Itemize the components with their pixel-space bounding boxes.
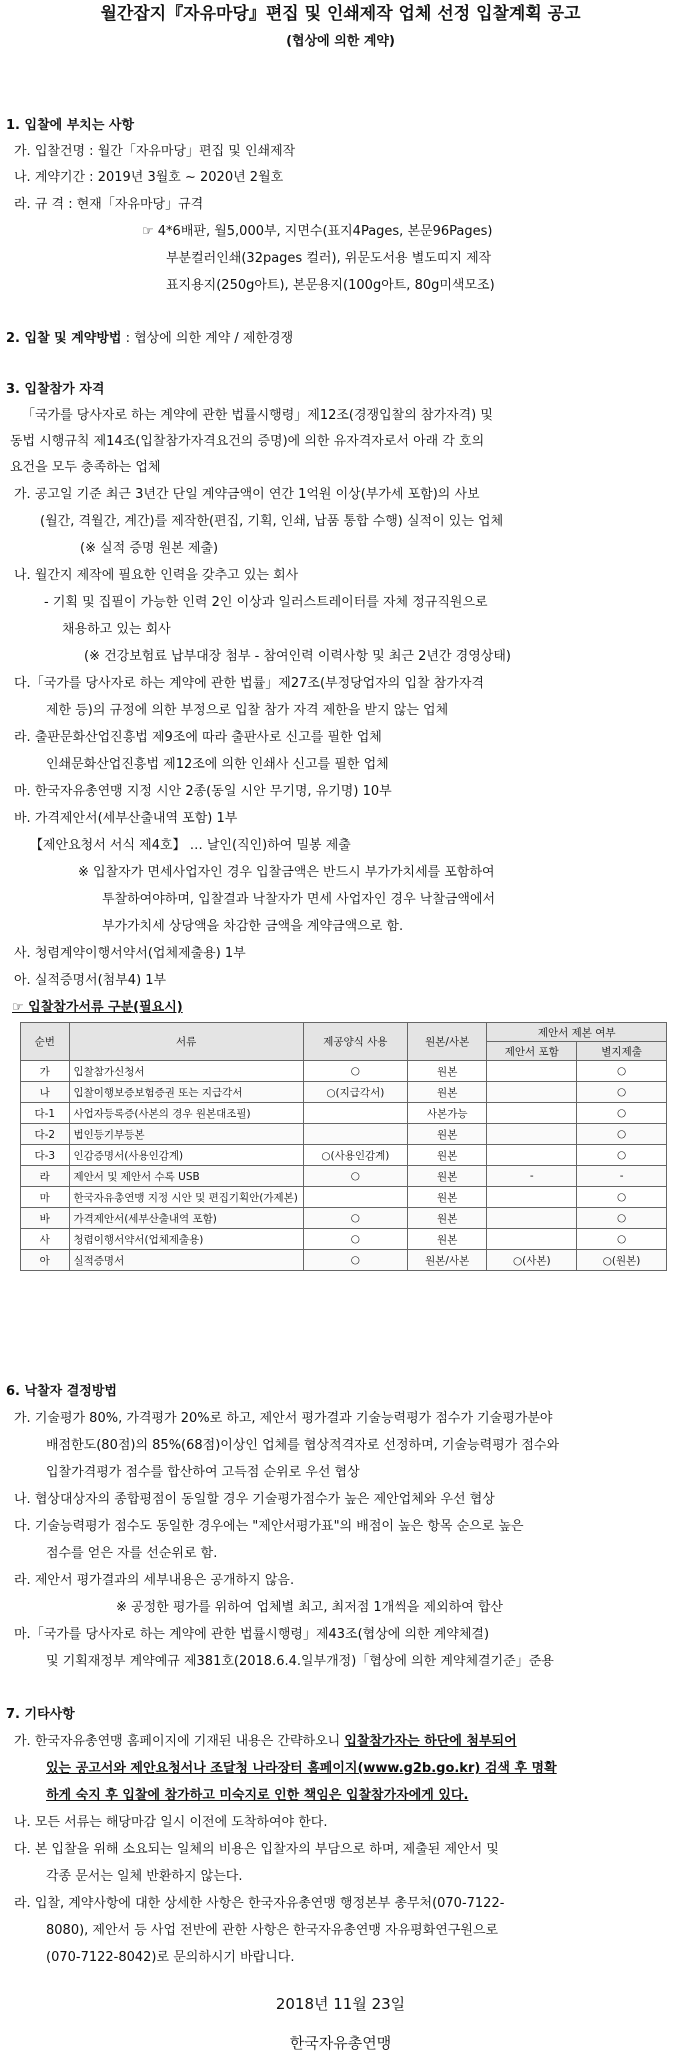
- cell-form: [303, 1124, 407, 1145]
- s3-line: 투찰하여야하며, 입찰결과 낙찰자가 면세 사업자인 경우 낙찰금액에서: [102, 892, 496, 907]
- s7-line: 나. 모든 서류는 해당마감 일시 이전에 도착하여야 한다.: [14, 1815, 328, 1830]
- s3-line: 【제안요청서 서식 제4호】 … 날인(직인)하여 밀봉 제출: [30, 838, 351, 853]
- cell-orig: 원본: [407, 1124, 486, 1145]
- cell-sep: ○(원본): [577, 1250, 667, 1271]
- s1-line: 부분컬러인쇄(32pages 컬러), 위문도서용 별도띠지 제작: [166, 251, 492, 266]
- s7-a1-highlight: 입찰참가자는 하단에 첨부되어: [344, 1734, 517, 1749]
- cell-form: ○: [303, 1061, 407, 1082]
- table-row: [21, 1250, 667, 1271]
- table-row: [21, 1103, 667, 1124]
- cell-form: ○: [303, 1250, 407, 1271]
- cell-no: 마: [21, 1187, 70, 1208]
- s3-line: 동법 시행규칙 제14조(입찰참가자격요건의 증명)에 의한 유자격자로서 아래 각 호의: [10, 434, 485, 449]
- col-form: 제공양식 사용: [303, 1023, 407, 1061]
- col-doc: 서류: [69, 1023, 303, 1061]
- s3-line: 마. 한국자유총연맹 지정 시안 2종(동일 시안 무기명, 유기명) 10부: [14, 784, 392, 799]
- col-incl: 제안서 포함: [487, 1042, 577, 1061]
- s3-line: 사. 청렴계약이행서약서(업체제출용) 1부: [14, 946, 246, 961]
- col-sep: 별지제출: [577, 1042, 667, 1061]
- cell-orig: 원본/사본: [407, 1250, 486, 1271]
- cell-doc: 제안서 및 제안서 수록 USB: [69, 1166, 303, 1187]
- table-row: [21, 1166, 667, 1187]
- cell-doc: 사업자등록증(사본의 경우 원본대조필): [69, 1103, 303, 1124]
- cell-no: 다-1: [21, 1103, 70, 1124]
- cell-no: 나: [21, 1082, 70, 1103]
- cell-doc: 입찰이행보증보험증권 또는 지급각서: [69, 1082, 303, 1103]
- s3-line: 라. 출판문화산업진흥법 제9조에 따라 출판사로 신고를 필한 업체: [14, 730, 382, 745]
- s3-line: 부가가치세 상당액을 차감한 금액을 계약금액으로 함.: [102, 919, 404, 934]
- document-table: [20, 1022, 667, 1271]
- cell-form: [303, 1187, 407, 1208]
- cell-form: ○(지급각서): [303, 1082, 407, 1103]
- col-submit: 제안서 제본 여부: [487, 1023, 667, 1042]
- s6-line: 라. 제안서 평가결과의 세부내용은 공개하지 않음.: [14, 1573, 295, 1588]
- table-row: [21, 1061, 667, 1082]
- cell-sep: ○: [577, 1061, 667, 1082]
- cell-incl: [487, 1103, 577, 1124]
- s7-line: [14, 1734, 517, 1750]
- s3-line: - 기획 및 집필이 가능한 인력 2인 이상과 일러스트레이터를 자체 정규직원으로: [44, 595, 488, 610]
- cell-sep: ○: [577, 1082, 667, 1103]
- s6-line: 나. 협상대상자의 종합평점이 동일할 경우 기술평가점수가 높은 제안업체와 우선 협상: [14, 1492, 495, 1507]
- s1-line: 라. 규 격 : 현재「자유마당」규격: [14, 197, 204, 212]
- cell-incl: [487, 1082, 577, 1103]
- cell-no: 사: [21, 1229, 70, 1250]
- s7-line: 있는 공고서와 제안요청서나 조달청 나라장터 홈페이지(www.g2b.go.kr) 검색 후 명확: [46, 1761, 557, 1776]
- cell-incl: [487, 1061, 577, 1082]
- s7-line: 다. 본 입찰을 위해 소요되는 일체의 비용은 입찰자의 부담으로 하며, 제출된 제안서 및: [14, 1842, 499, 1857]
- s3-line: 채용하고 있는 회사: [62, 622, 171, 637]
- s7-line: 라. 입찰, 계약사항에 대한 상세한 사항은 한국자유총연맹 행정본부 총무처(070-7122-: [14, 1896, 505, 1911]
- s3-line: 나. 월간지 제작에 필요한 인력을 갖추고 있는 회사: [14, 568, 299, 583]
- cell-form: ○: [303, 1208, 407, 1229]
- s1-line: ☞ 4*6배판, 월5,000부, 지면수(표지4Pages, 본문96Pages): [142, 224, 493, 239]
- section-3-heading: 3. 입찰참가 자격: [6, 382, 105, 397]
- cell-sep: ○: [577, 1187, 667, 1208]
- footer-date: 2018년 11월 23일: [275, 1995, 406, 2013]
- cell-form: ○(사용인감계): [303, 1145, 407, 1166]
- cell-incl: [487, 1229, 577, 1250]
- section-2-text: : 협상에 의한 계약 / 제한경쟁: [121, 331, 294, 346]
- s6-line: 가. 기술평가 80%, 가격평가 20%로 하고, 제안서 평가결과 기술능력평가 점수가 기술평가분야: [14, 1411, 553, 1426]
- table-row: [21, 1208, 667, 1229]
- s6-line: 점수를 얻은 자를 선순위로 함.: [46, 1546, 218, 1561]
- cell-sep: ○: [577, 1145, 667, 1166]
- cell-orig: 원본: [407, 1145, 486, 1166]
- s6-line: 다. 기술능력평가 점수도 동일한 경우에는 "제안서평가표"의 배점이 높은 항목 순으로 높은: [14, 1519, 524, 1534]
- cell-doc: 가격제안서(세부산출내역 포함): [69, 1208, 303, 1229]
- cell-form: ○: [303, 1229, 407, 1250]
- s3-line: 바. 가격제안서(세부산출내역 포함) 1부: [14, 811, 238, 826]
- s3-line: ※ 입찰자가 면세사업자인 경우 입찰금액은 반드시 부가가치세를 포함하여: [78, 865, 495, 880]
- cell-no: 가: [21, 1061, 70, 1082]
- cell-orig: 원본: [407, 1187, 486, 1208]
- s7-a1-plain: 가. 한국자유총연맹 홈페이지에 기재된 내용은 간략하오니: [14, 1734, 345, 1749]
- col-orig: 원본/사본: [407, 1023, 486, 1061]
- cell-doc: 청렴이행서약서(업체제출용): [69, 1229, 303, 1250]
- cell-doc: 한국자유총연맹 지정 시안 및 편집기획안(가제본): [69, 1187, 303, 1208]
- s6-line: ※ 공정한 평가를 위하여 업체별 최고, 최저점 1개씩을 제외하여 합산: [116, 1600, 503, 1615]
- table-row: [21, 1229, 667, 1250]
- cell-sep: -: [577, 1166, 667, 1187]
- s3-line: (월간, 격월간, 계간)를 제작한(편집, 기획, 인쇄, 납품 통합 수행) 실적이 있는 업체: [40, 514, 504, 529]
- s3-line: 인쇄문화산업진흥법 제12조에 의한 인쇄사 신고를 필한 업체: [46, 757, 389, 772]
- section-6-heading: 6. 낙찰자 결정방법: [6, 1384, 117, 1399]
- cell-sep: ○: [577, 1103, 667, 1124]
- s6-line: 입찰가격평가 점수를 합산하여 고득점 순위로 우선 협상: [46, 1465, 360, 1480]
- s3-line: 가. 공고일 기준 최근 3년간 단일 계약금액이 연간 1억원 이상(부가세 포함)의 사보: [14, 487, 480, 502]
- s7-line: 8080), 제안서 등 사업 전반에 관한 사항은 한국자유총연맹 자유평화연구원으로: [46, 1923, 499, 1938]
- s1-line: 나. 계약기간 : 2019년 3월호 ~ 2020년 2월호: [14, 170, 284, 185]
- cell-no: 다-3: [21, 1145, 70, 1166]
- cell-form: ○: [303, 1166, 407, 1187]
- cell-doc: 인감증명서(사용인감계): [69, 1145, 303, 1166]
- s3-line: (※ 건강보험료 납부대장 첨부 - 참여인력 이력사항 및 최근 2년간 경영상태): [84, 649, 511, 664]
- cell-orig: 원본: [407, 1061, 486, 1082]
- s7-line: 하게 숙지 후 입찰에 참가하고 미숙지로 인한 책임은 입찰참가자에게 있다.: [46, 1788, 469, 1803]
- cell-sep: ○: [577, 1229, 667, 1250]
- s3-line: 다.「국가를 당사자로 하는 계약에 관한 법률」제27조(부정당업자의 입찰 참가자격: [14, 676, 484, 691]
- cell-incl: [487, 1145, 577, 1166]
- section-7-heading: 7. 기타사항: [6, 1707, 75, 1722]
- cell-orig: 원본: [407, 1208, 486, 1229]
- cell-no: 아: [21, 1250, 70, 1271]
- cell-incl: [487, 1208, 577, 1229]
- s3-line: (※ 실적 증명 원본 제출): [80, 541, 219, 556]
- col-no: 순번: [21, 1023, 70, 1061]
- cell-incl: [487, 1124, 577, 1145]
- section-2: [6, 331, 293, 347]
- cell-orig: 원본: [407, 1166, 486, 1187]
- cell-doc: 실적증명서: [69, 1250, 303, 1271]
- page-title: 월간잡지『자유마당』편집 및 인쇄제작 업체 선정 입찰계획 공고: [100, 4, 581, 24]
- cell-incl: -: [487, 1166, 577, 1187]
- s3-line: 제한 등)의 규정에 의한 부정으로 입찰 참가 자격 제한을 받지 않는 업체: [46, 703, 449, 718]
- cell-no: 바: [21, 1208, 70, 1229]
- section-1-heading: 1. 입찰에 부치는 사항: [6, 118, 135, 133]
- s6-line: 마.「국가를 당사자로 하는 계약에 관한 법률시행령」제43조(협상에 의한 계약체결): [14, 1627, 490, 1642]
- cell-doc: 입찰참가신청서: [69, 1061, 303, 1082]
- s7-line: 각종 문서는 일체 반환하지 않는다.: [46, 1869, 243, 1884]
- s7-line: (070-7122-8042)로 문의하시기 바랍니다.: [46, 1950, 295, 1965]
- cell-orig: 원본: [407, 1082, 486, 1103]
- cell-orig: 원본: [407, 1229, 486, 1250]
- s1-line: 표지용지(250g아트), 본문용지(100g아트, 80g미색모조): [166, 278, 495, 293]
- footer-org: 한국자유총연맹: [289, 2034, 392, 2052]
- cell-incl: ○(사본): [487, 1250, 577, 1271]
- table-body: [21, 1061, 667, 1271]
- cell-sep: ○: [577, 1124, 667, 1145]
- table-row: [21, 1082, 667, 1103]
- cell-no: 라: [21, 1166, 70, 1187]
- s1-line: 가. 입찰건명 : 월간「자유마당」편집 및 인쇄제작: [14, 144, 296, 159]
- cell-sep: ○: [577, 1208, 667, 1229]
- cell-orig: 사본가능: [407, 1103, 486, 1124]
- table-row: [21, 1124, 667, 1145]
- s3-line: 요건을 모두 충족하는 업체: [10, 460, 161, 475]
- s6-line: 및 기획재정부 계약예규 제381호(2018.6.4.일부개정)「협상에 의한 계약체결기준」준용: [46, 1654, 554, 1669]
- cell-form: [303, 1103, 407, 1124]
- cell-no: 다-2: [21, 1124, 70, 1145]
- s6-line: 배점한도(80점)의 85%(68점)이상인 업체를 협상적격자로 선정하며, 기술능력평가 점수와: [46, 1438, 560, 1453]
- table-row: [21, 1145, 667, 1166]
- s3-line: 아. 실적증명서(첨부4) 1부: [14, 973, 167, 988]
- page-subtitle: (협상에 의한 계약): [286, 34, 395, 49]
- s3-line: 「국가를 당사자로 하는 계약에 관한 법률시행령」제12조(경쟁입찰의 참가자격) 및: [22, 408, 493, 423]
- cell-incl: [487, 1187, 577, 1208]
- table-row: [21, 1187, 667, 1208]
- table-heading: ☞ 입찰참가서류 구분(필요시): [12, 1000, 183, 1015]
- section-2-heading: 2. 입찰 및 계약방법: [6, 331, 122, 346]
- cell-doc: 법인등기부등본: [69, 1124, 303, 1145]
